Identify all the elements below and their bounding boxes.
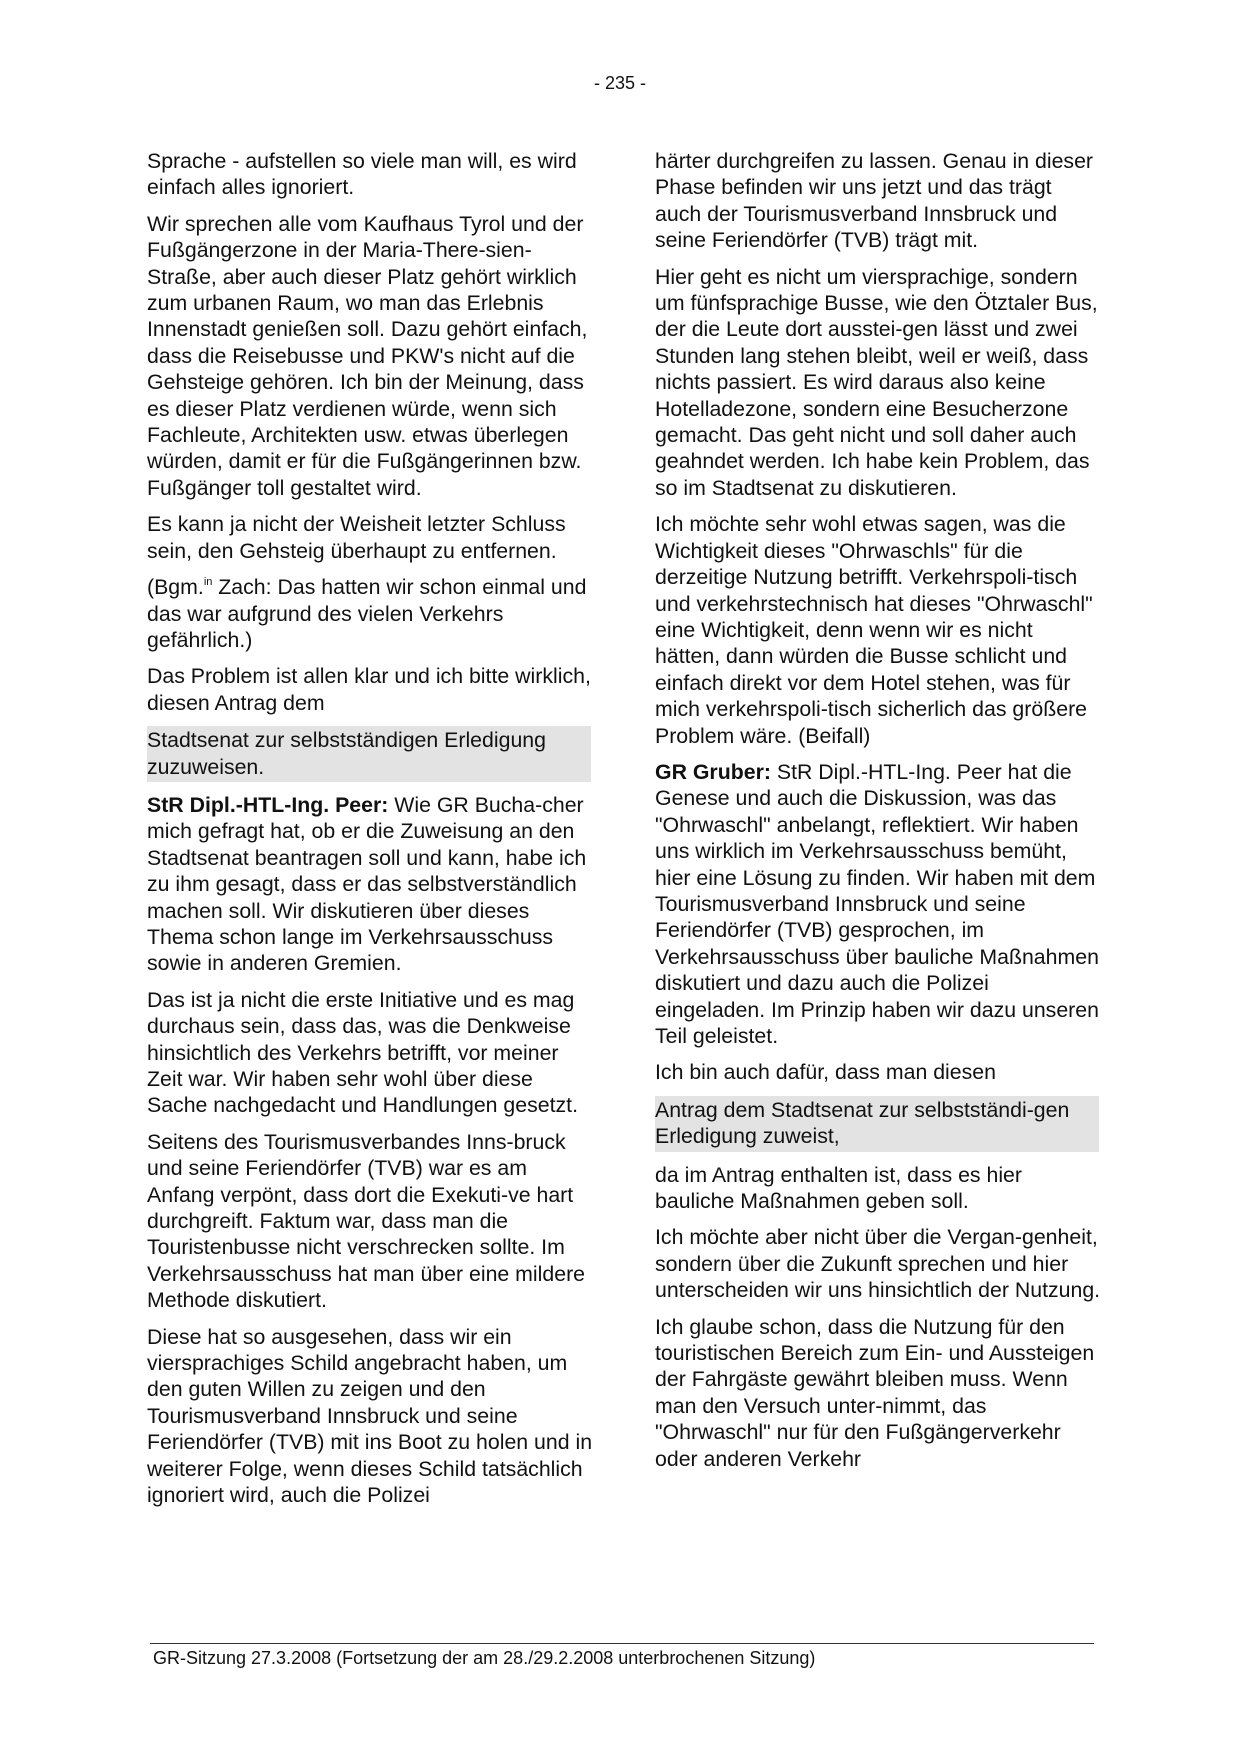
right-column [655, 148, 1103, 1482]
interjection-prefix: (Bgm. [147, 575, 204, 600]
paragraph: Ich möchte aber nicht über die Vergan-genheit, sondern über die Zukunft sprechen und hier unterscheiden wir uns hinsichtlich der Nutzung. [655, 1225, 1101, 1303]
paragraph: Ich glaube schon, dass die Nutzung für den touristischen Bereich zum Ein- und Aussteigen der Fahrgäste gewährt bleiben muss. Wenn man den Versuch unter-nimmt, das "Ohrwaschl" nur für den Fußgängerverkehr oder anderen Verkehr [655, 1314, 1095, 1471]
left-column [147, 148, 595, 1519]
speaker-paragraph [147, 792, 595, 977]
interjection-text: Zach: Das hatten wir schon einmal und das war aufgrund des vielen Verkehrs gefährlich.) [147, 575, 587, 652]
paragraph: härter durchgreifen zu lassen. Genau in dieser Phase befinden wir uns jetzt und das trägt auch der Tourismusverband Innsbruck und seine Feriendörfer (TVB) trägt mit. [655, 149, 1094, 253]
interjection-paragraph [147, 574, 595, 653]
superscript: in [203, 576, 213, 589]
highlighted-motion: Stadtsenat zur selbstständigen Erledigung zuzuweisen. [147, 726, 591, 782]
speaker-text: StR Dipl.-HTL-Ing. Peer hat die Genese und auch die Diskussion, was das "Ohrwaschl" anbelangt, reflektiert. Wir haben uns wirklich im Verkehrsausschuss bemüht, hier eine Lösung zu finden. Wir haben mit dem Tourismusverband Innsbruck und seine Feriendörfer (TVB) gesprochen, im Verkehrsausschuss über bauliche Maßnahmen diskutiert und dazu auch die Polizei eingeladen. Im Prinzip haben wir dazu unseren Teil geleistet. [655, 759, 1099, 1048]
paragraph: da im Antrag enthalten ist, dass es hier bauliche Maßnahmen geben soll. [655, 1162, 1022, 1214]
paragraph: Seitens des Tourismusverbandes Inns-bruck und seine Feriendörfer (TVB) war es am Anfang verpönt, dass dort die Exekuti-ve hart durchgreift. Faktum war, dass man die Touristenbusse nicht verschrecken sollte. Im Verkehrsausschuss hat man über eine mildere Methode diskutiert. [147, 1129, 586, 1313]
paragraph: Das ist ja nicht die erste Initiative und es mag durchaus sein, dass das, was die Denkweise hinsichtlich des Verkehrs betrifft, vor meiner Zeit war. Wir haben sehr wohl über diese Sache nachgedacht und Handlungen gesetzt. [147, 987, 579, 1118]
paragraph: Wir sprechen alle vom Kaufhaus Tyrol und der Fußgängerzone in der Maria-There-sien-Straße, aber auch dieser Platz gehört wirklich zum urbanen Raum, wo man das Erlebnis Innenstadt genießen soll. Dazu gehört einfach, dass die Reisebusse und PKW's nicht auf die Gehsteige gehören. Ich bin der Meinung, dass es dieser Platz verdienen würde, wenn sich Fachleute, Architekten usw. etwas überlegen würden, damit er für die Fußgängerinnen bzw. Fußgänger toll gestaltet wird. [147, 211, 588, 500]
paragraph: Hier geht es nicht um viersprachige, sondern um fünfsprachige Busse, wie den Ötztaler Bus, der die Leute dort ausstei-gen lässt und zwei Stunden lang stehen bleibt, weil er weiß, dass nichts passiert. Es wird daraus also keine Hotelladezone, sondern eine Besucherzone gemacht. Das geht nicht und soll daher auch geahndet werden. Ich habe kein Problem, das so im Stadtsenat zu diskutieren. [655, 264, 1098, 500]
speaker-name: GR Gruber: [655, 759, 771, 784]
highlighted-motion: Antrag dem Stadtsenat zur selbstständi-gen Erledigung zuweist, [655, 1096, 1099, 1152]
paragraph: Ich bin auch dafür, dass man diesen [655, 1060, 996, 1085]
paragraph: Es kann ja nicht der Weisheit letzter Schluss sein, den Gehsteig überhaupt zu entfernen. [147, 512, 566, 563]
speaker-text: Wie GR Bucha-cher mich gefragt hat, ob er die Zuweisung an den Stadtsenat beantragen soll und kann, habe ich zu ihm gesagt, dass er das selbstverständlich machen soll. Wir diskutieren über dieses Thema schon lange im Verkehrsausschuss sowie in anderen Gremien. [147, 792, 587, 976]
footer-divider [150, 1643, 1094, 1644]
page-number: - 235 - [593, 73, 647, 93]
speaker-name: StR Dipl.-HTL-Ing. Peer: [147, 792, 389, 817]
paragraph: Diese hat so ausgesehen, dass wir ein viersprachiges Schild angebracht haben, um den guten Willen zu zeigen und den Tourismusverband Innsbruck und seine Feriendörfer (TVB) mit ins Boot zu holen und in weiterer Folge, wenn dieses Schild tatsächlich ignoriert wird, auch die Polizei [147, 1324, 593, 1508]
paragraph: Ich möchte sehr wohl etwas sagen, was die Wichtigkeit dieses "Ohrwaschls" für die derzeitige Nutzung betrifft. Verkehrspoli-tisch und verkehrstechnisch hat dieses "Ohrwaschl" eine Wichtigkeit, denn wenn wir es nicht hätten, dann würden die Busse schlicht und einfach direkt vor dem Hotel stehen, was für mich verkehrspoli-tisch sicherlich das größere Problem wäre. (Beifall) [655, 512, 1093, 748]
paragraph: Das Problem ist allen klar und ich bitte wirklich, diesen Antrag dem [147, 664, 591, 715]
speaker-paragraph [655, 759, 1103, 1049]
footer-text: GR-Sitzung 27.3.2008 (Fortsetzung der am 28./29.2.2008 unterbrochenen Sitzung) [153, 1648, 816, 1668]
paragraph: Sprache - aufstellen so viele man will, es wird einfach alles ignoriert. [147, 149, 577, 200]
